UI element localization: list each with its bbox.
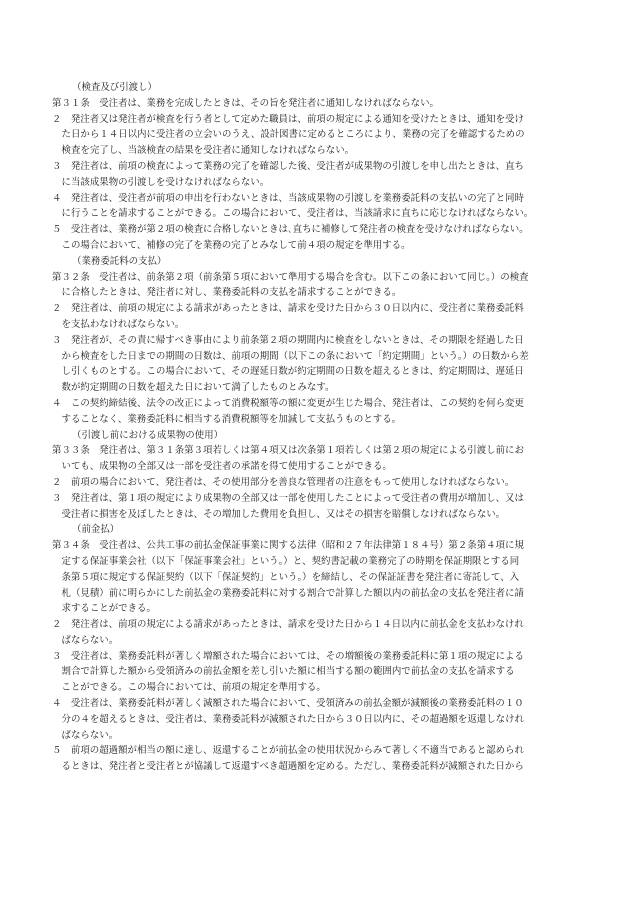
clause-line: ５ 前項の超過額が相当の額に達し、返還することが前払金の使用状況からみて著しく不適当であると認められ — [52, 745, 524, 757]
continuation-line: いても、成果物の全部又は一部を受注者の承諾を得て使用することができる。 — [61, 461, 392, 473]
section-heading: （前金払） — [72, 524, 120, 536]
clause-line: ２ 前項の場合において、発注者は、その使用部分を善良な管理者の注意をもって使用しなければならない。 — [52, 476, 515, 488]
clause-line: ２ 発注者は、前項の規定による請求があったときは、請求を受けた日から１４日以内に前払金を支払わなけれ — [52, 619, 524, 631]
continuation-line: に合格したときは、発注者に対し、業務委託料の支払を請求することができる。 — [61, 287, 402, 299]
continuation-line: た日から１４日以内に受注者の立会いのうえ、設計図書に定めるところにより、業務の完了を確認するための — [61, 129, 525, 141]
article-line: 第３２条 受注者は、前条第２項（前条第５項において準用する場合を含む。以下この条において同じ。）の検査 — [52, 271, 529, 283]
clause-line: ４ 発注者は、受注者が前項の申出を行わないときは、当該成果物の引渡しを業務委託料の支払いの完了と同時 — [52, 192, 524, 204]
clause-line: ４ 受注者は、業務委託料が著しく減額された場合において、受領済みの前払金額が減額後の業務委託料の１０ — [52, 698, 524, 710]
continuation-line: 定する保証事業会社（以下「保証事業会社」という。）と、契約書記載の業務完了の時期を保証期限とする同 — [61, 555, 520, 567]
clause-line: ２ 発注者は、前項の規定による請求があったときは、請求を受けた日から３０日以内に、受注者に業務委託料 — [52, 303, 524, 315]
clause-line: ３ 発注者は、前項の検査によって業務の完了を確認した後、受注者が成果物の引渡しを申し出たときは、直ち — [52, 160, 524, 172]
continuation-line: することなく、業務委託料に相当する消費税額等を加減して支払うものとする。 — [61, 413, 402, 425]
clause-line: ２ 発注者又は発注者が検査を行う者として定めた職員は、前項の規定による通知を受けたときは、通知を受け — [52, 113, 524, 125]
continuation-line: 求することができる。 — [61, 603, 156, 615]
clause-line: ５ 受注者は、業務が第２項の検査に合格しないときは､直ちに補修して発注者の検査を受けなければならない。 — [52, 224, 529, 236]
continuation-line: 検査を完了し、当該検査の結果を受注者に通知しなければならない。 — [61, 145, 355, 157]
continuation-line: 札（見積）前に明らかにした前払金の業務委託料に対する割合で計算した額以内の前払金の支払を発注者に請 — [61, 587, 524, 599]
continuation-line: 数が約定期間の日数を超えた日において満了したものとみなす。 — [61, 382, 335, 394]
article-line: 第３３条 発注者は、第３１条第３項若しくは第４項又は次条第１項若しくは第２項の規定による引渡し前にお — [52, 445, 524, 457]
article-line: 第３１条 受注者は、業務を完成したときは、その旨を発注者に通知しなければならない。 — [52, 97, 439, 109]
continuation-line: ばならない。 — [61, 729, 119, 741]
section-heading: （業務委託料の支払） — [72, 255, 167, 267]
section-heading: （検査及び引渡し） — [72, 82, 157, 93]
section-heading: （引渡し前における成果物の使用） — [72, 429, 224, 441]
continuation-line: この場合において、補修の完了を業務の完了とみなして前４項の規定を準用する。 — [61, 239, 411, 251]
clause-line: ４ この契約締結後、法令の改正によって消費税額等の額に変更が生じた場合、発注者は、この契約を何ら変更 — [52, 397, 524, 409]
continuation-line: 受注者に損害を及ぼしたときは、その増加した費用を負担し、又はその損害を賠償しなければならない。 — [61, 508, 506, 520]
continuation-line: ばならない。 — [61, 634, 119, 646]
clause-line: ３ 発注者は、第１項の規定により成果物の全部又は一部を使用したことによって受注者の費用が増加し、又は — [52, 492, 524, 504]
continuation-line: 分の４を超えるときは、受注者は、業務委託料が減額された日から３０日以内に、その超過額を返還しなけれ — [61, 713, 524, 725]
continuation-line: し引くものとする。この場合において、その遅延日数が約定期間の日数を超えるときは、約定期間は、遅延日 — [61, 366, 524, 378]
continuation-line: に当該成果物の引渡しを受けなければならない。 — [61, 176, 270, 188]
continuation-line: から検査をした日までの期間の日数は、前項の期間（以下この条において「約定期間」という。）の日数から差 — [61, 350, 529, 362]
continuation-line: に行うことを請求することができる。この場合において、受注者は、当該請求に直ちに応じなければならない。 — [61, 208, 534, 220]
continuation-line: るときは、発注者と受注者とが協議して返還すべき超過額を定める。ただし、業務委託料が減額された日から — [61, 761, 524, 773]
clause-line: ３ 発注者が、その責に帰すべき事由により前条第２項の期間内に検査をしないときは、その期限を経過した日 — [52, 334, 524, 346]
continuation-line: 割合で計算した額から受領済みの前払金額を差し引いた額に相当する額の範囲内で前払金の支払を請求する — [61, 666, 515, 678]
document-body — [52, 80, 592, 775]
continuation-line: ことができる。この場合においては、前項の規定を準用する。 — [61, 682, 326, 694]
clause-line: ３ 受注者は、業務委託料が著しく増額された場合においては、その増額後の業務委託料に第１項の規定による — [52, 650, 524, 662]
continuation-line: 条第５項に規定する保証契約（以下「保証契約」という。）を締結し、その保証証書を発注者に寄託して、入 — [61, 571, 520, 583]
article-line: 第３４条 受注者は、公共工事の前払金保証事業に関する法律（昭和２７年法律第１８４号）第２条第４項に規 — [52, 540, 524, 552]
continuation-line: を支払わなければならない。 — [61, 318, 185, 330]
